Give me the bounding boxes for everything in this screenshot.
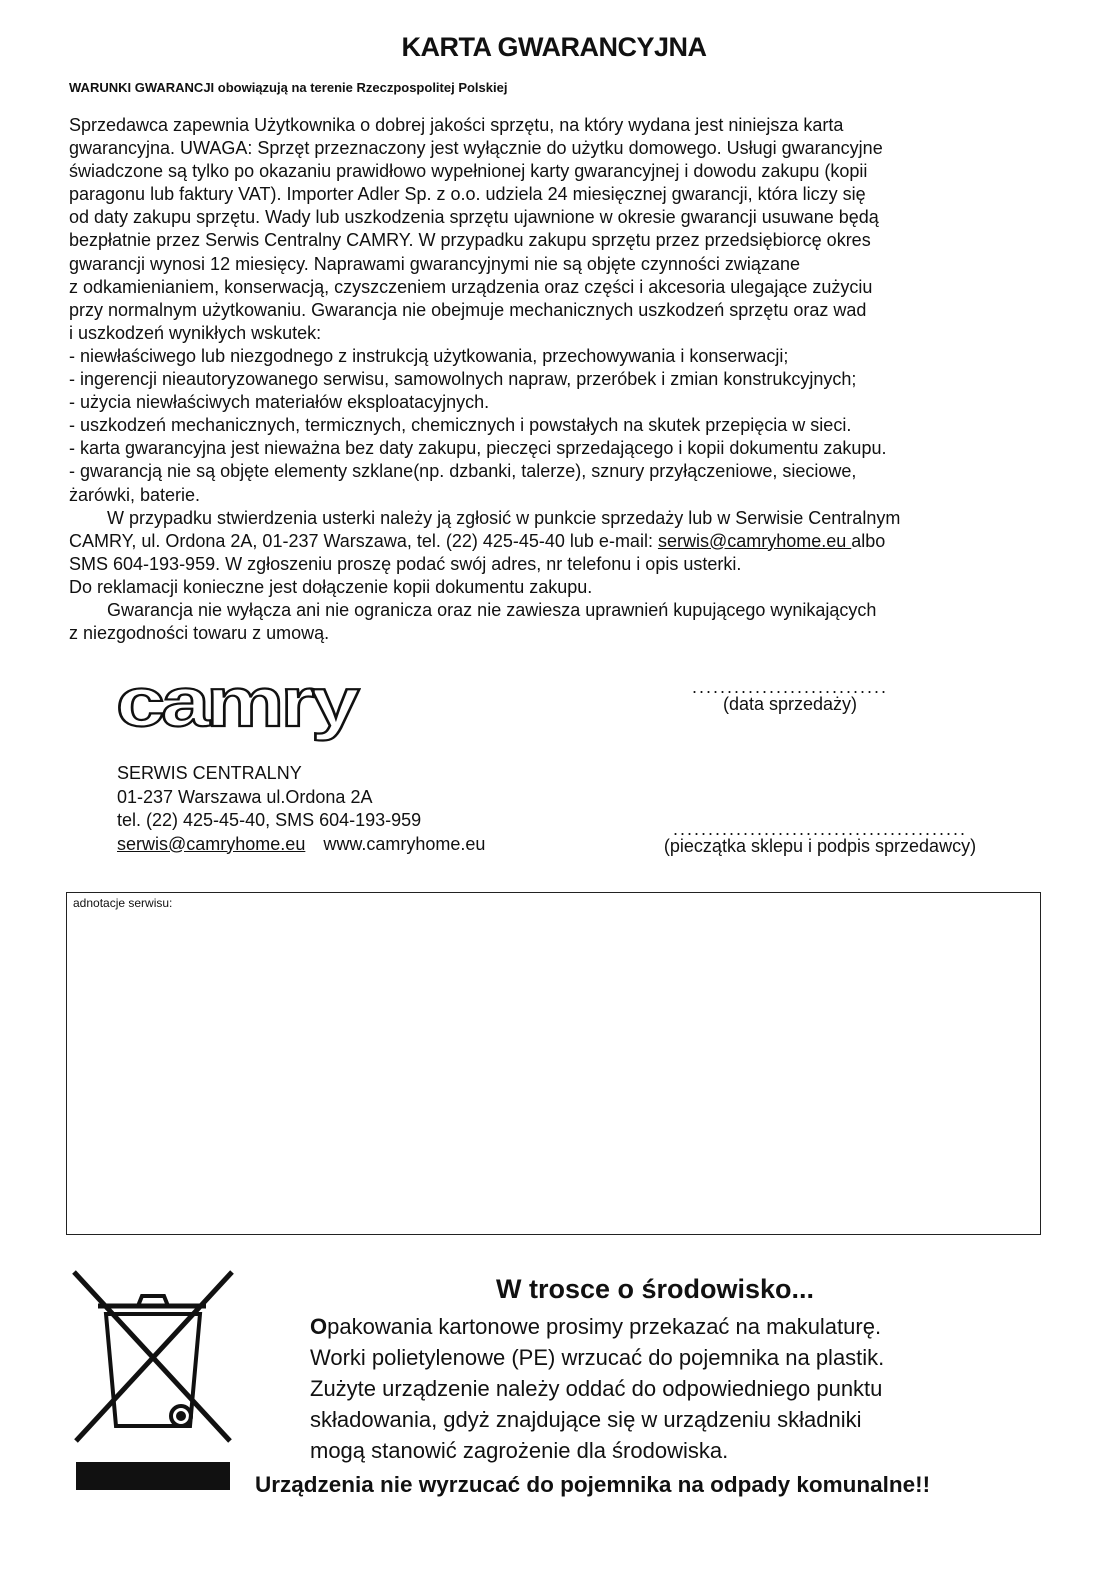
service-address: 01-237 Warszawa ul.Ordona 2A [117,786,373,807]
shop-stamp-dots: .......................................... [672,819,968,839]
contact-line: W przypadku stwierdzenia usterki należy ją zgłosić w punkcie sprzedaży lub w Serwisie Centralnym [107,507,901,528]
terms-line: świadczone są tylko po okazaniu prawidłowo wypełnionej karty gwarancyjnej i dowodu zakupu (kopii [69,161,868,182]
service-phone: tel. (22) 425-45-40, SMS 604-193-959 [117,810,422,830]
camry-logo [116,672,361,744]
sale-date-label: (data sprzedaży) [722,694,858,714]
exclusion-item: - uszkodzeń mechanicznych, termicznych, chemicznych i powstałych na skutek przepięcia w sieci. [69,415,852,436]
service-contact-row [117,833,485,857]
logo-text: camry [116,672,360,741]
service-name: SERWIS CENTRALNY [117,763,302,783]
warranty-terms [69,114,1044,645]
shop-stamp-field [630,819,1010,857]
environment-line-rest: pakowania kartonowe prosimy przekazać na makulaturę. [327,1314,882,1339]
terms-line: od daty zakupu sprzętu. Wady lub uszkodzenia sprzętu ujawnione w okresie gwarancji usuwane będą [69,207,879,228]
exclusion-item: - użycia niewłaściwych materiałów eksploatacyjnych. [69,392,490,413]
terms-line: gwarancyjna. UWAGA: Sprzęt przeznaczony jest wyłącznie do użytku domowego. Usługi gwarancyjne [69,138,883,159]
environment-line: składowania, gdyż znajdujące się w urządzeniu składniki [310,1407,862,1432]
exclusion-item: żarówki, baterie. [69,484,201,505]
warranty-conditions-subtitle: WARUNKI GWARANCJI obowiązują na terenie Rzeczpospolitej Polskiej [69,80,508,95]
terms-line: Sprzedawca zapewnia Użytkownika o dobrej jakości sprzętu, na który wydana jest niniejsza karta [69,115,844,135]
environment-line [310,1311,1030,1342]
exclusion-item: - ingerencji nieautoryzowanego serwisu, samowolnych napraw, przeróbek i zmian konstrukcyjnych; [69,369,857,390]
exclusion-item: - karta gwarancyjna jest nieważna bez daty zakupu, pieczęci sprzedającego i kopii dokumentu zakupu. [69,438,887,459]
shop-stamp-label: (pieczątka sklepu i podpis sprzedawcy) [663,836,977,856]
sale-date-dots: ............................ [691,677,889,697]
contact-text: albo [851,530,886,551]
rights-line: Gwarancja nie wyłącza ani nie ogranicza oraz nie zawiesza uprawnień kupującego wynikających [107,599,877,620]
exclusion-item: - gwarancją nie są objęte elementy szklane(np. dzbanki, talerze), sznury przyłączeniowe, sieciowe, [69,461,857,482]
service-website-link[interactable]: www.camryhome.eu [323,833,486,854]
terms-line: przy normalnym użytkowaniu. Gwarancja nie obejmuje mechanicznych uszkodzeń sprzętu oraz wad [69,299,867,320]
environment-line: mogą stanowić zagrożenie dla środowiska. [310,1438,729,1463]
rights-line: z niezgodności towaru z umową. [69,623,330,644]
crossed-out-wheeled-bin-icon [68,1266,238,1492]
page-title: KARTA GWARANCYJNA [401,32,707,62]
sale-date-field [660,677,920,715]
complaint-line: Do reklamacji konieczne jest dołączenie kopii dokumentu zakupu. [69,576,593,597]
contact-line: SMS 604-193-959. W zgłoszeniu proszę podać swój adres, nr telefonu i opis usterki. [69,553,742,574]
environment-line: Worki polietylenowe (PE) wrzucać do pojemnika na plastik. [310,1345,885,1370]
exclusion-item: - niewłaściwego lub niezgodnego z instrukcją użytkowania, przechowywania i konserwacji; [69,345,789,366]
contact-text: CAMRY, ul. Ordona 2A, 01-237 Warszawa, tel. (22) 425-45-40 lub e-mail: [69,530,658,551]
environment-title: W trosce o środowisko... [495,1274,815,1304]
disposal-warning: Urządzenia nie wyrzucać do pojemnika na odpady komunalne!! [255,1472,931,1497]
environment-text [310,1311,1030,1466]
environment-line: Zużyte urządzenie należy oddać do odpowiedniego punktu [310,1376,883,1401]
terms-line: paragonu lub faktury VAT). Importer Adler Sp. z o.o. udziela 24 miesięcznej gwarancji, która liczy się [69,184,866,205]
terms-line: gwarancji wynosi 12 miesięcy. Naprawami gwarancyjnymi nie są objęte czynności związane [69,253,800,274]
service-email-link[interactable]: serwis@camryhome.eu [117,833,306,854]
terms-line: i uszkodzeń wynikłych wskutek: [69,322,322,343]
terms-line: z odkamienianiem, konserwacją, czyszczeniem urządzenia oraz części i akcesoria ulegające zużyciu [69,276,873,297]
central-service-info [117,762,485,856]
service-notes-box [66,892,1041,1235]
contact-email-link[interactable]: serwis@camryhome.eu [657,530,852,551]
service-notes-label: adnotacje serwisu: [73,896,173,910]
contact-line [69,530,1044,553]
terms-line: bezpłatnie przez Serwis Centralny CAMRY. W przypadku zakupu sprzętu przez przedsiębiorcę okres [69,230,871,251]
environment-first-letter: O [310,1314,328,1339]
